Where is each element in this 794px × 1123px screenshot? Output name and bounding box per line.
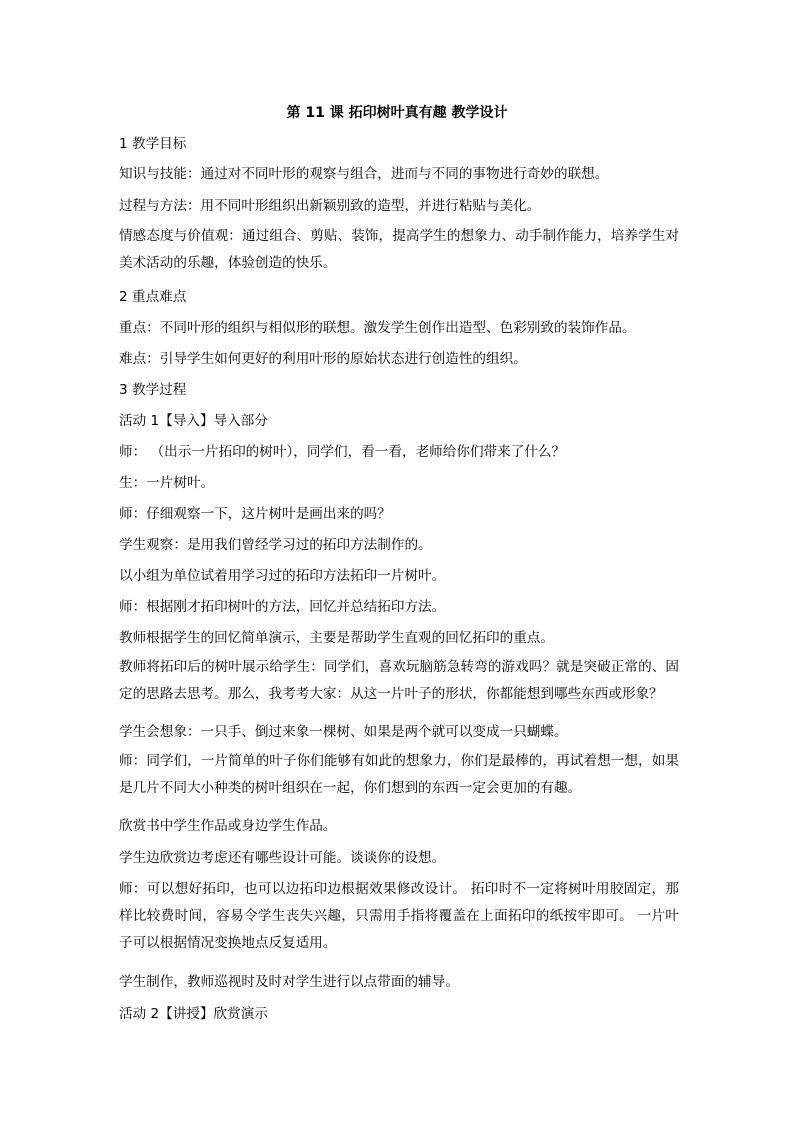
paragraph: 欣赏书中学生作品或身边学生作品。: [119, 818, 337, 834]
paragraph: 师：根据刚才拓印树叶的方法，回忆并总结拓印方法。: [119, 599, 446, 615]
paragraph: 师：同学们，一片简单的叶子你们能够有如此的想象力，你们是最棒的，再试着想一想，如果是几片不同大小种类的树叶组织在一起，你们想到的东西一定会更加的有趣。: [119, 753, 679, 796]
paragraph: 重点：不同叶形的组织与相似形的联想。激发学生创作出造型、色彩别致的装饰作品。: [119, 320, 636, 336]
activity-heading: 活动 1【导入】导入部分: [119, 413, 268, 429]
paragraph: 教师将拓印后的树叶展示给学生：同学们，喜欢玩脑筋急转弯的游戏吗？就是突破正常的、固定的思路去思考。那么，我考考大家：从这一片叶子的形状，你都能想到哪些东西或形象？: [119, 659, 679, 702]
paragraph: 难点：引导学生如何更好的利用叶形的原始状态进行创造性的组织。: [119, 351, 527, 367]
document-title: 第 11 课 拓印树叶真有趣 教学设计: [286, 105, 508, 121]
section-heading: 1 教学目标: [119, 136, 187, 152]
paragraph: 师：可以想好拓印，也可以边拓印边根据效果修改设计。 拓印时不一定将树叶用胶固定，那样比较费时间，容易令学生丧失兴趣，只需用手指将覆盖在上面拓印的纸按牢即可。 一片叶子可以根据情况变换地点反复适用。: [119, 881, 679, 951]
paragraph: 知识与技能：通过对不同叶形的观察与组合，进而与不同的事物进行奇妙的联想。: [119, 166, 609, 182]
paragraph: 学生会想象：一只手、倒过来象一棵树、如果是两个就可以变成一只蝴蝶。: [119, 724, 568, 740]
paragraph: 学生观察：是用我们曾经学习过的拓印方法制作的。: [119, 537, 432, 553]
paragraph: 过程与方法：用不同叶形组织出新颖别致的造型，并进行粘贴与美化。: [119, 198, 541, 214]
section-heading: 3 教学过程: [119, 382, 187, 398]
paragraph: 学生制作，教师巡视时及时对学生进行以点带面的辅导。: [119, 974, 459, 990]
paragraph: 生：一片树叶。: [119, 475, 215, 491]
paragraph: 教师根据学生的回忆简单演示，主要是帮助学生直观的回忆拓印的重点。: [119, 630, 554, 646]
paragraph: 师：仔细观察一下，这片树叶是画出来的吗？: [119, 506, 391, 522]
paragraph: 学生边欣赏边考虑还有哪些设计可能。谈谈你的设想。: [119, 850, 446, 866]
paragraph: 师： （出示一片拓印的树叶），同学们，看一看，老师给你们带来了什么？: [119, 444, 566, 460]
paragraph: 情感态度与价值观：通过组合、剪贴、装饰，提高学生的想象力、动手制作能力，培养学生对美术活动的乐趣，体验创造的快乐。: [119, 228, 679, 271]
paragraph: 以小组为单位试着用学习过的拓印方法拓印一片树叶。: [119, 568, 446, 584]
activity-heading: 活动 2【讲授】欣赏演示: [119, 1006, 268, 1022]
section-heading: 2 重点难点: [119, 289, 187, 305]
